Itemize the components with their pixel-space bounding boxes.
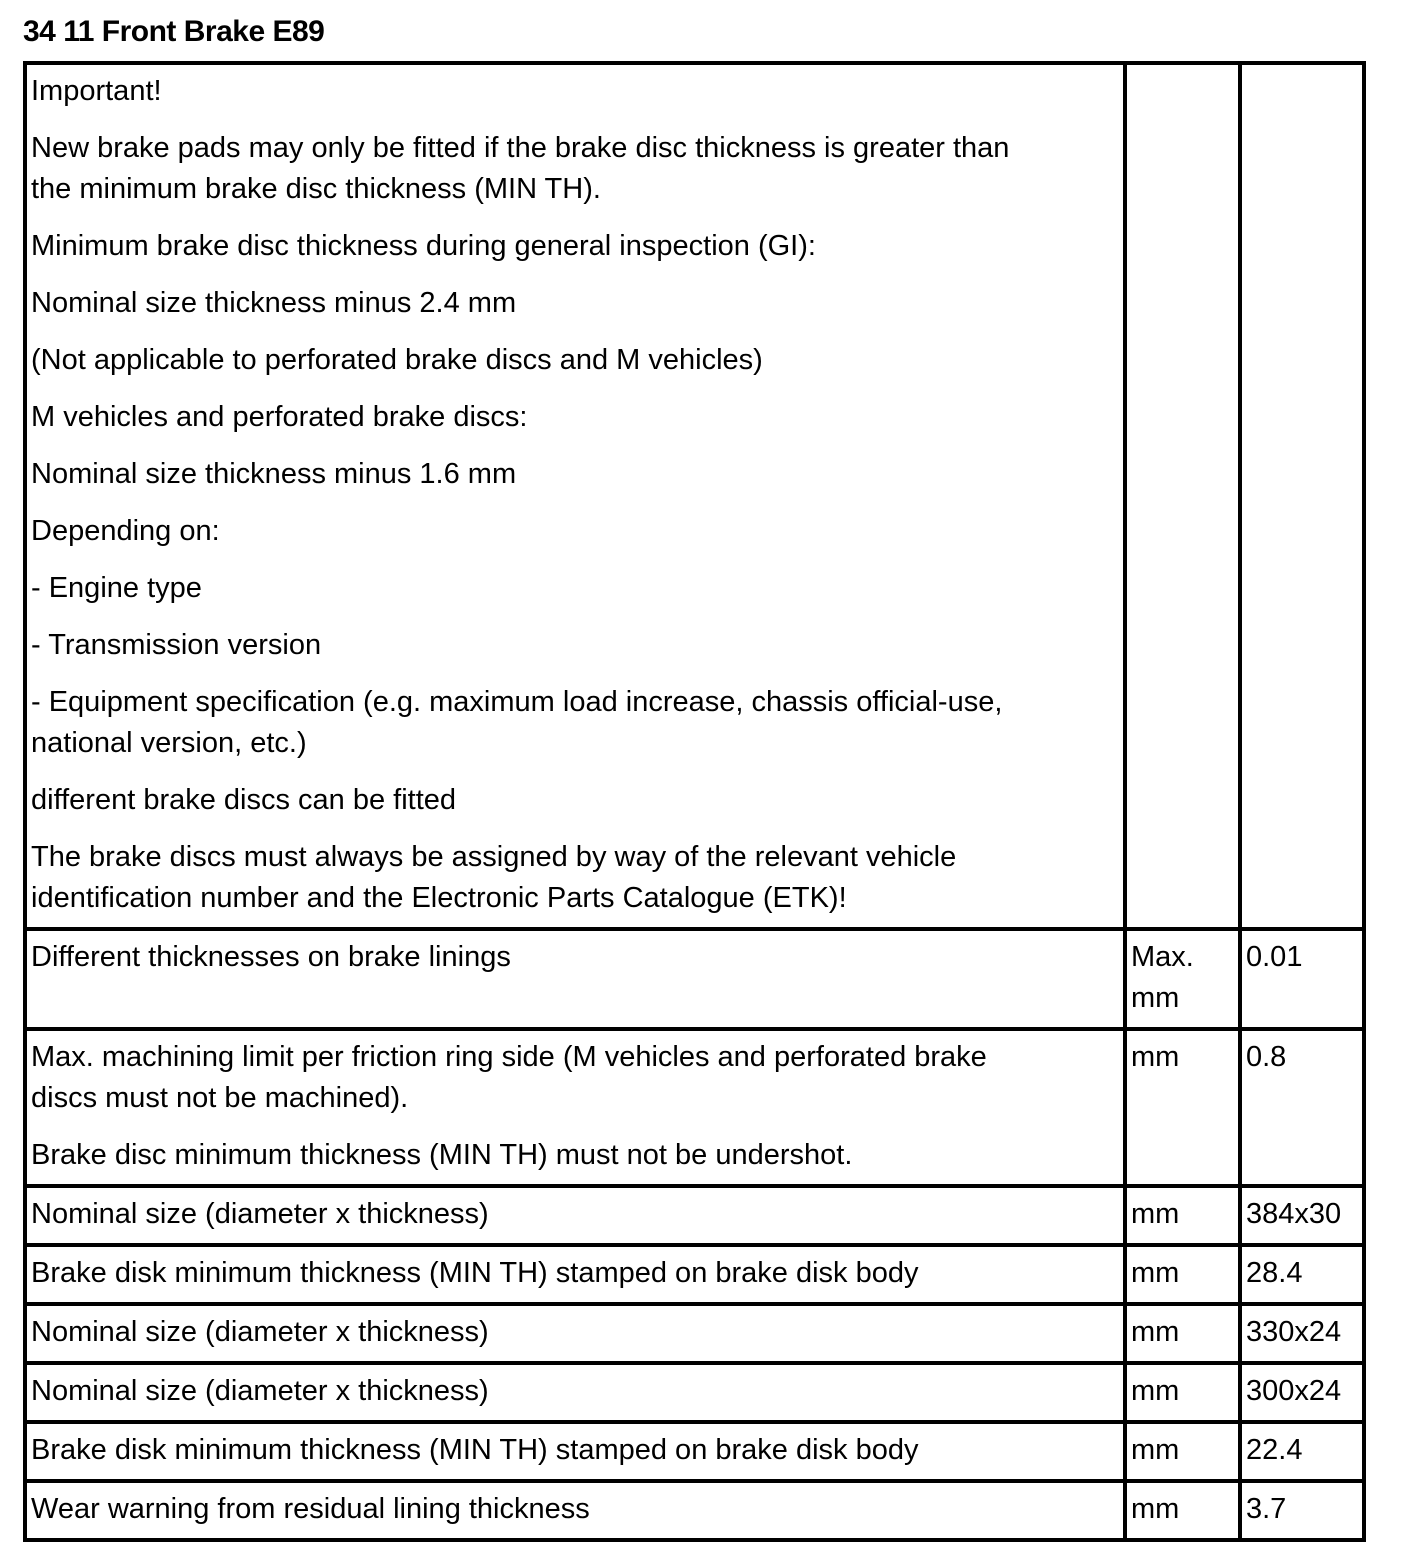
text-paragraph [31,1430,1119,1471]
spec-row [25,1481,1364,1540]
text-line: identification number and the Electronic Parts Catalogue (ETK)! [31,882,847,914]
text-paragraph [31,568,1119,609]
text-line: Nominal size thickness minus 2.4 mm [31,287,517,319]
text-line: M vehicles and perforated brake discs: [31,401,528,433]
unit-label: Max. [1131,941,1194,973]
spec-value: 384x30 [1246,1198,1342,1230]
text-paragraph [31,283,1119,324]
spec-unit-cell [1125,1304,1240,1363]
spec-row [25,1029,1364,1186]
unit-label: mm [1131,1316,1180,1348]
text-paragraph [31,1194,1119,1235]
text-line: discs must not be machined). [31,1082,409,1114]
spec-unit-cell [1125,1363,1240,1422]
spec-row [25,1422,1364,1481]
spec-unit-cell [1125,1245,1240,1304]
spec-description-cell [25,1481,1125,1540]
spec-description-cell [25,1363,1125,1422]
spec-value-cell [1240,929,1364,1029]
unit-label: mm [1131,1434,1180,1466]
spec-table-body [25,63,1364,1540]
text-paragraph [31,340,1119,381]
spec-description-cell [25,1304,1125,1363]
text-paragraph [31,1312,1119,1353]
spec-value-cell [1240,1186,1364,1245]
text-paragraph [31,128,1119,210]
text-line: Max. machining limit per friction ring side (M vehicles and perforated brake [31,1041,987,1073]
text-line: Minimum brake disc thickness during general inspection (GI): [31,230,816,262]
spec-value-cell [1240,1363,1364,1422]
spec-value: 300x24 [1246,1375,1342,1407]
document-title: 34 11 Front Brake E89 [23,15,325,48]
text-line: Brake disk minimum thickness (MIN TH) stamped on brake disk body [31,1434,919,1466]
unit-label: mm [1131,1041,1180,1073]
text-paragraph [31,837,1119,919]
text-line: (Not applicable to perforated brake discs and M vehicles) [31,344,763,376]
intro-value-cell [1240,63,1364,929]
text-paragraph [31,780,1119,821]
spec-value: 28.4 [1246,1257,1303,1289]
text-line: different brake discs can be fitted [31,784,457,816]
text-line: Brake disc minimum thickness (MIN TH) must not be undershot. [31,1139,853,1171]
spec-unit-cell [1125,929,1240,1029]
spec-description-cell [25,1029,1125,1186]
intro-row [25,63,1364,929]
text-line: national version, etc.) [31,727,307,759]
spec-value-cell [1240,1422,1364,1481]
intro-description-cell [25,63,1125,929]
text-line: Wear warning from residual lining thickness [31,1493,590,1525]
text-line: the minimum brake disc thickness (MIN TH). [31,173,601,205]
text-paragraph [31,454,1119,495]
spec-unit-cell [1125,1186,1240,1245]
text-line: Important! [31,75,162,107]
spec-unit-cell [1125,1029,1240,1186]
unit-label: mm [1131,1493,1180,1525]
spec-description-cell [25,929,1125,1029]
spec-value: 22.4 [1246,1434,1303,1466]
text-paragraph [31,397,1119,438]
text-line: - Transmission version [31,629,322,661]
text-paragraph [31,511,1119,552]
text-line: - Equipment specification (e.g. maximum load increase, chassis official-use, [31,686,1003,718]
spec-row [25,1304,1364,1363]
spec-row [25,929,1364,1029]
spec-value: 0.01 [1246,941,1303,973]
text-paragraph [31,937,1119,978]
text-paragraph [31,1253,1119,1294]
spec-row [25,1245,1364,1304]
spec-description-cell [25,1186,1125,1245]
spec-value-cell [1240,1245,1364,1304]
unit-label: mm [1131,1198,1180,1230]
text-line: Nominal size (diameter x thickness) [31,1316,489,1348]
spec-description-cell [25,1422,1125,1481]
unit-label: mm [1131,982,1180,1014]
text-line: - Engine type [31,572,202,604]
text-paragraph [31,682,1119,764]
text-paragraph [31,1371,1119,1412]
text-line: The brake discs must always be assigned by way of the relevant vehicle [31,841,957,873]
text-line: Brake disk minimum thickness (MIN TH) stamped on brake disk body [31,1257,919,1289]
spec-value-cell [1240,1304,1364,1363]
spec-row [25,1363,1364,1422]
text-line: Nominal size (diameter x thickness) [31,1375,489,1407]
spec-unit-cell [1125,1481,1240,1540]
spec-unit-cell [1125,1422,1240,1481]
spec-value-cell [1240,1481,1364,1540]
intro-unit-cell [1125,63,1240,929]
spec-value: 3.7 [1246,1493,1287,1525]
text-paragraph [31,1135,1119,1176]
text-line: Different thicknesses on brake linings [31,941,511,973]
spec-row [25,1186,1364,1245]
brake-spec-table [23,61,1366,1542]
text-paragraph [31,1037,1119,1119]
spec-value-cell [1240,1029,1364,1186]
spec-value: 0.8 [1246,1041,1287,1073]
unit-label: mm [1131,1257,1180,1289]
text-line: Nominal size thickness minus 1.6 mm [31,458,517,490]
text-paragraph [31,625,1119,666]
text-paragraph [31,226,1119,267]
spec-value: 330x24 [1246,1316,1342,1348]
text-line: New brake pads may only be fitted if the brake disc thickness is greater than [31,132,1010,164]
text-paragraph [31,1489,1119,1530]
text-line: Depending on: [31,515,220,547]
spec-description-cell [25,1245,1125,1304]
text-paragraph [31,71,1119,112]
text-line: Nominal size (diameter x thickness) [31,1198,489,1230]
unit-label: mm [1131,1375,1180,1407]
